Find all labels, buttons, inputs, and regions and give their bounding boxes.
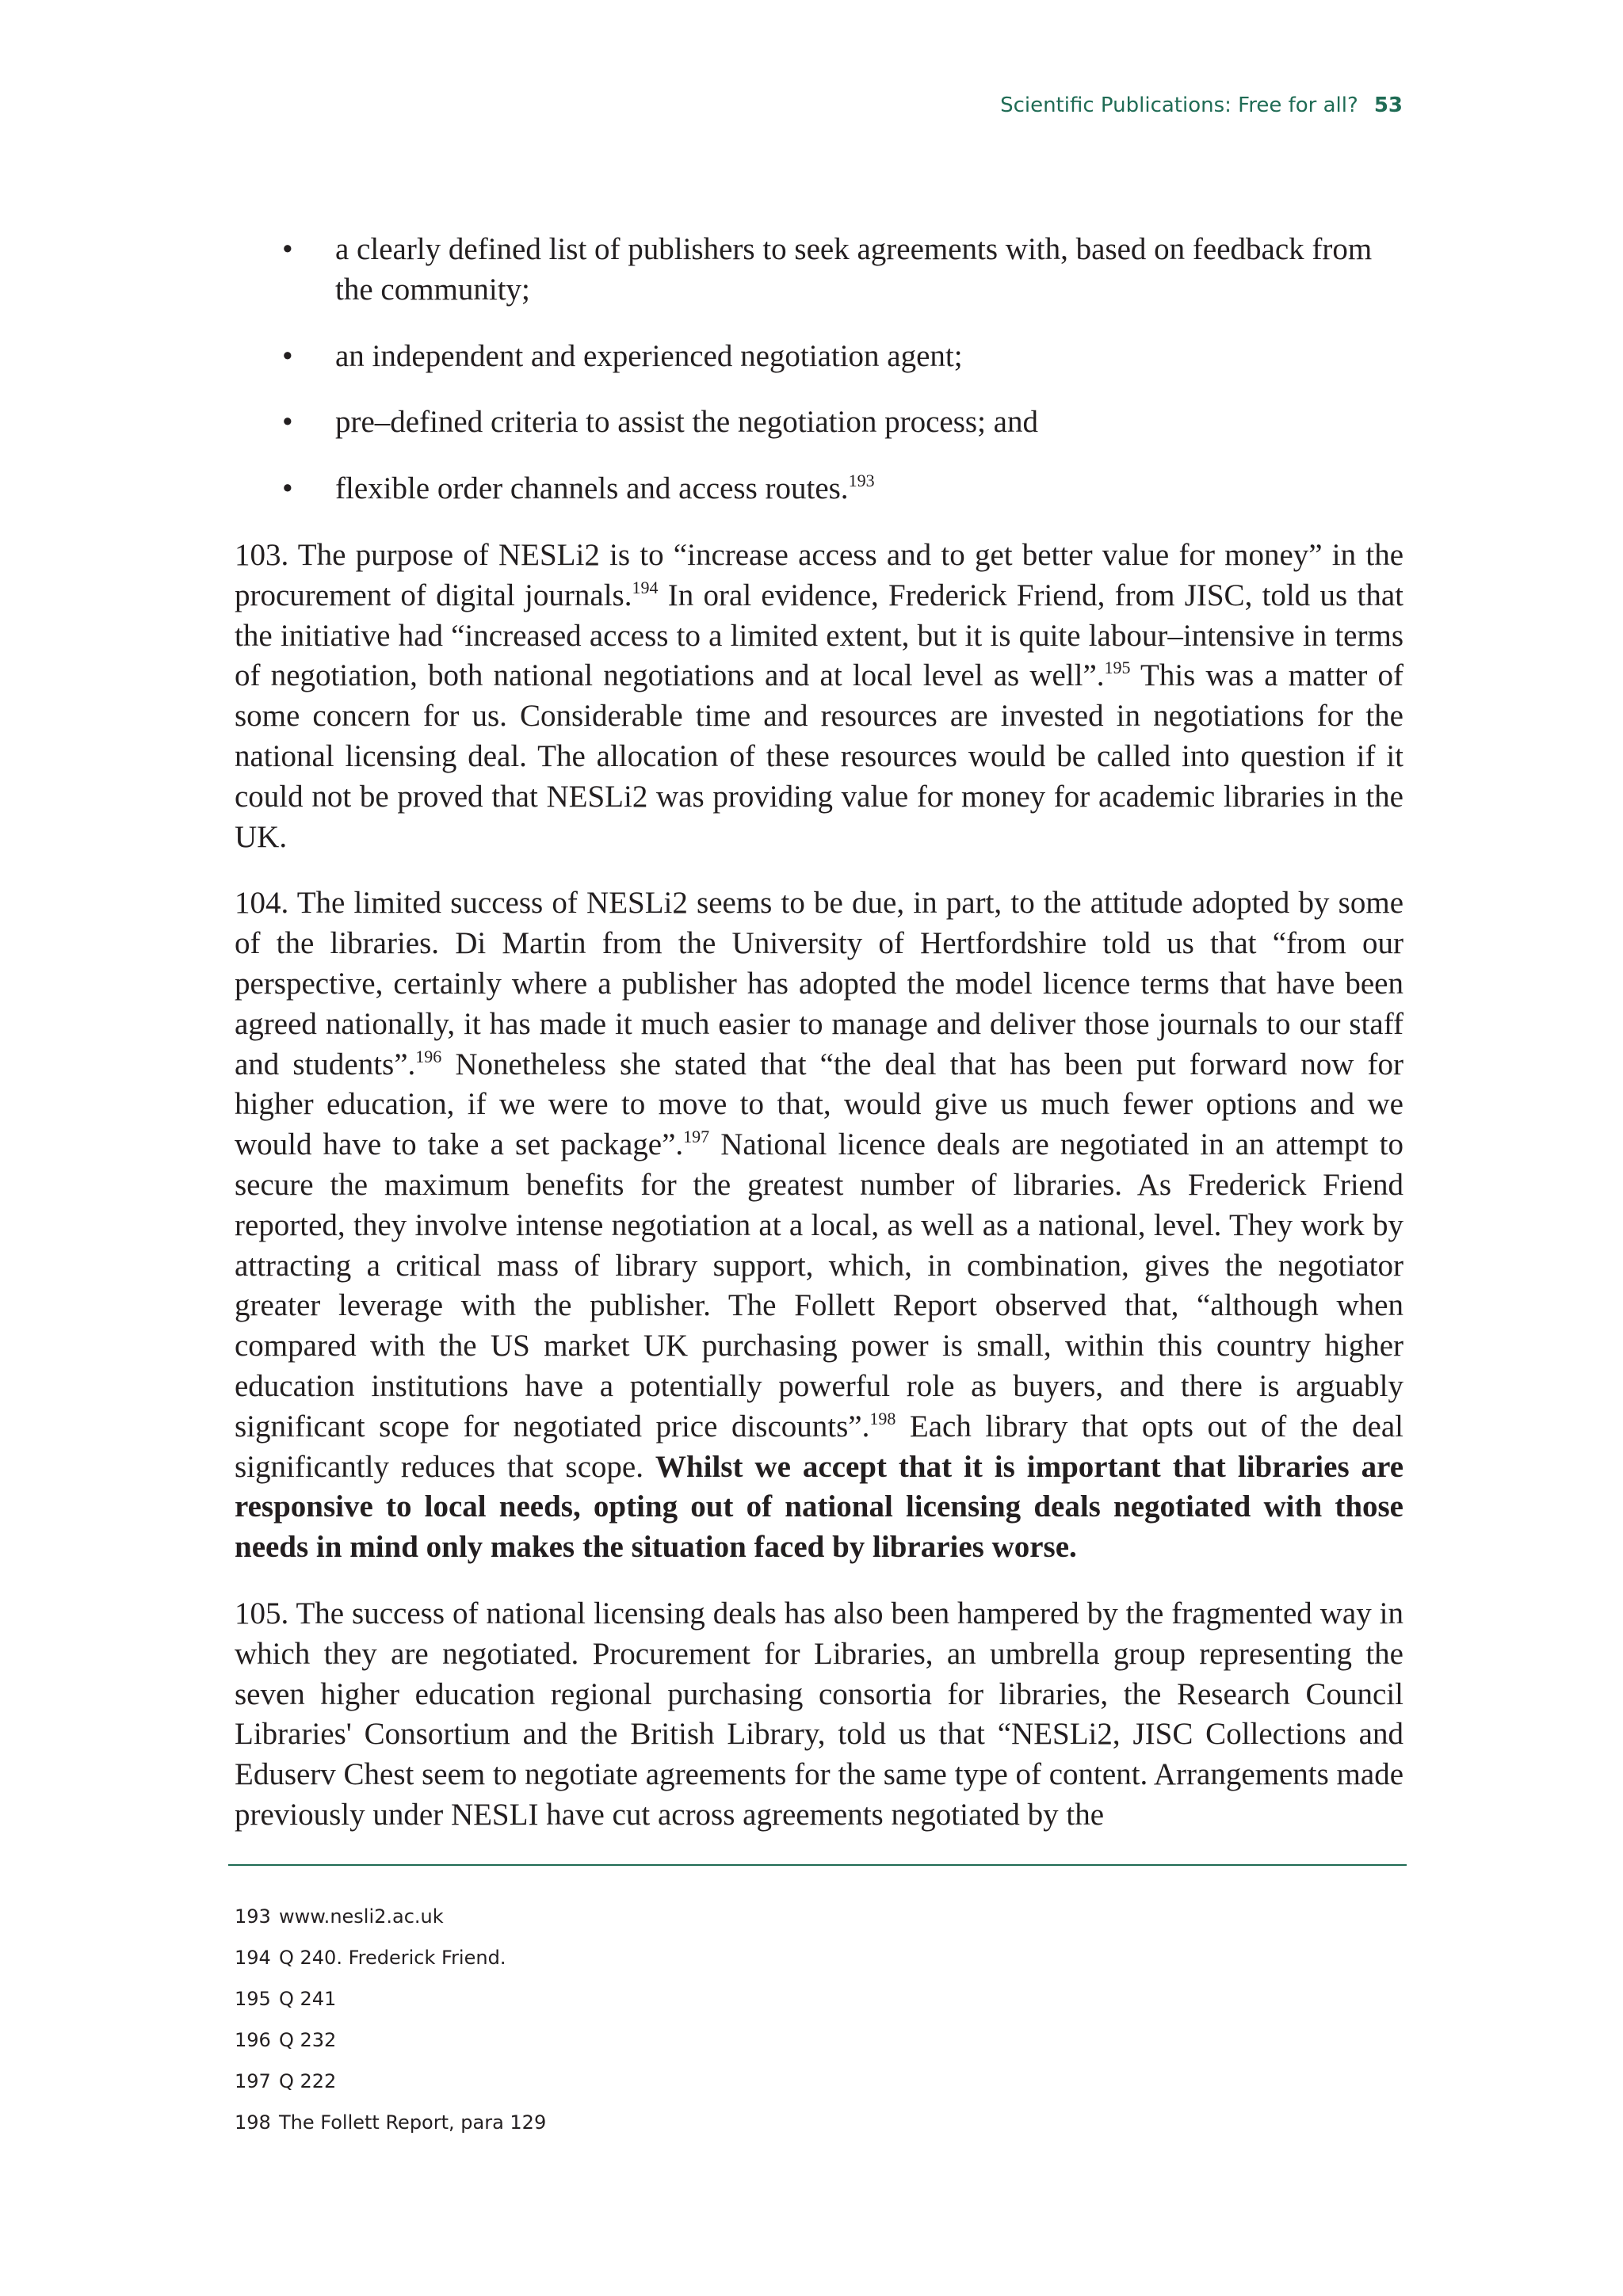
bullet-item: • flexible order channels and access routes.$^{193}$ [235,469,1403,509]
footnote-text: Q 240. Frederick Friend. [279,1947,506,1969]
bullet-dot-icon: • [282,405,293,440]
footnote [235,2028,1400,2069]
footnote-text: The Follett Report, para 129 [279,2111,547,2134]
footnote [235,1905,1400,1946]
footnote-text: Q 222 [279,2070,337,2092]
footnote [235,1987,1400,2028]
footnote-number: 194 [235,1947,271,1969]
footnotes [235,1905,1400,2152]
footnote-ref: 196 [415,1046,442,1066]
footnote-text: Q 232 [279,2029,337,2051]
footnote-number: 195 [235,1988,271,2010]
bullet-item: • pre–defined criteria to assist the negotiation process; and [235,402,1403,443]
bullet-item: • a clearly defined list of publishers to seek agreements with, based on feedback from the community; [235,230,1403,311]
footnote-divider [228,1864,1407,1866]
body-text [235,230,1403,1862]
footnote-number: 198 [235,2111,271,2134]
paragraph-105: 105. The success of national licensing deals has also been hampered by the fragmented way in which they are negotiated. Procurement for Libraries, an umbrella group representing the seven higher education regional purchasing consortia for libraries, the Research Council Libraries' Consortium and the British Library, told us that “NESLi2, JISC Collections and Eduserv Chest seem to negotiate agreements for the same type of content. Arrangements made previously under NESLI have cut across agreements negotiated by the [235,1596,1404,1832]
footnote-ref: 195 [1104,658,1131,678]
footnote-number: 193 [235,1905,271,1928]
paragraph-103: 103. The purpose of NESLi2 is to “increase access and to get better value for money” in the procurement of digital journals.$^{194}$ In oral evidence, Frederick Friend, from JISC, told us that the initiative had “increased access to a limited extent, but it is quite labour–intensive in terms of negotiation, both national negotiations and at local level as well”.$^{195}$ This was a matter of some concern for us. Considerable time and resources are invested in negotiations for the national licensing deal. The allocation of these resources would be called into question if it could not be proved that NESLi2 was providing value for money for academic libraries in the UK. [235,537,1403,854]
bullet-dot-icon: • [282,471,293,506]
footnote-ref: 193 [848,471,875,491]
footnote-ref: 194 [632,577,659,597]
paragraph-104: 104. The limited success of NESLi2 seems to be due, in part, to the attitude adopted by some of the libraries. Di Martin from the University of Hertfordshire told us that “from our perspective, certainly where a publisher has adopted the model licence terms that have been agreed nationally, it has made it much easier to manage and deliver those journals to our staff and students”.$^{196}$ Nonetheless she stated that “the deal that has been put forward now for higher education, if we were to move to that, would give us much fewer options and we would have to take a set package”.$^{197}$ National licence deals are negotiated in an attempt to secure the maximum benefits for the greatest number of libraries. As Frederick Friend reported, they involve intense negotiation at a local, as well as a national, level. They work by attracting a critical mass of library support, which, in combination, gives the negotiator greater leverage with the publisher. The Follett Report observed that, “although when compared with the US market UK purchasing power is small, within this country higher education institutions have a potentially powerful role as buyers, and there is arguably significant scope for negotiated price discounts”.$^{198}$ Each library that opts out of the deal significantly reduces that scope. Whilst we accept that it is important that libraries are responsive to local needs, opting out of national licensing deals negotiated with those needs in mind only makes the situation faced by libraries worse. [235,886,1404,1565]
header-title: Scientific Publications: Free for all? [1000,93,1358,117]
running-header [1000,93,1403,117]
footnote-text: www.nesli2.ac.uk [279,1905,444,1928]
bullet-list [235,230,1403,509]
footnote [235,2069,1400,2111]
bullet-dot-icon: • [282,232,293,266]
footnote [235,2111,1400,2152]
footnote-number: 196 [235,2029,271,2051]
bullet-dot-icon: • [282,338,293,373]
footnote-ref: 198 [869,1408,896,1428]
bullet-item: • an independent and experienced negotiation agent; [235,337,1403,377]
page-number: 53 [1373,93,1403,117]
conclusion-bold: Whilst we accept that it is important that libraries are responsive to local needs, opting out of national licensing deals negotiated with those needs in mind only makes the situation faced by libraries worse. [235,1449,1404,1565]
footnote-number: 197 [235,2070,271,2092]
footnote [235,1946,1400,1987]
footnote-text: Q 241 [279,1988,337,2010]
footnote-ref: 197 [683,1127,710,1147]
